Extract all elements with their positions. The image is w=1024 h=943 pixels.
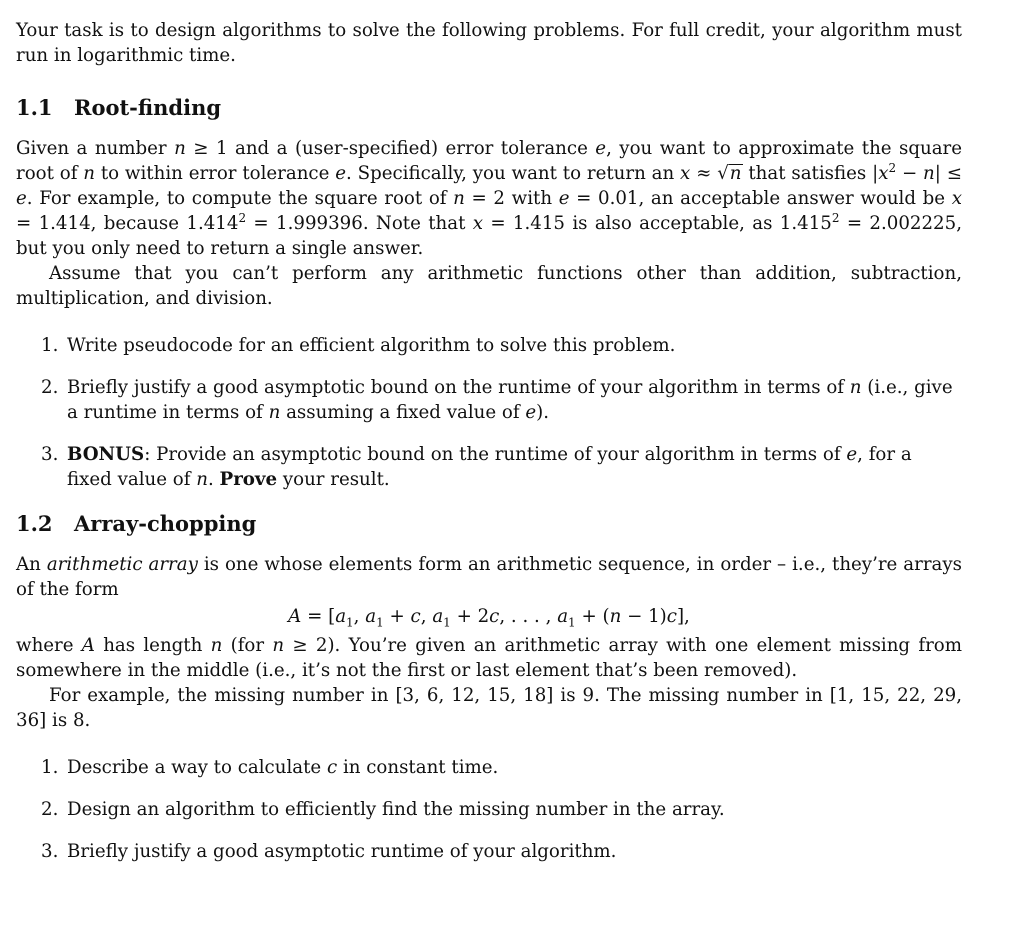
document-page	[16, 18, 962, 881]
root-finding-task-list	[16, 333, 962, 492]
array-chopping-task-list	[16, 755, 962, 864]
section-title: Root-finding	[74, 95, 222, 120]
section-heading-root-finding	[16, 94, 962, 122]
root-finding-paragraph: Given a number n ≥ 1 and a (user-specified) error tolerance e, you want to approximate the square root of n to within error tolerance e. Specifically, you want to return an x ≈ √n that satisfies $|x^2 - n| \le e$. For example, to compute the square root of n = 2 with e = 0.01, an acceptable answer would be x = 1.414, because $1.414^2 = 1.999396$. Note that x = 1.415 is also acceptable, as $1.415^2 = 2.002225$, but you only need to return a single answer.	[16, 138, 963, 259]
array-form-equation: $A = [a_1$, $a_1 + c$, $a_1 + 2c$, . . . , $a_1 + (n - 1)c$],	[288, 606, 690, 630]
list-item: 1. Write pseudocode for an efficient algorithm to solve this problem.	[41, 335, 676, 356]
section-number: 1.2	[16, 511, 53, 536]
array-length-paragraph: where A has length n (for n ≥ 2). You’re given an arithmetic array with one element missing from somewhere in the middle (i.e., it’s not the first or last element that’s been removed).	[16, 635, 962, 681]
list-item: 1. Describe a way to calculate c in constant time.	[41, 757, 499, 778]
list-item: 3. Briefly justify a good asymptotic runtime of your algorithm.	[41, 841, 617, 862]
arithmetic-array-paragraph: An arithmetic array is one whose elements form an arithmetic sequence, in order – i.e., they’re arrays of the form	[16, 554, 962, 600]
section-heading-array-chopping	[16, 510, 962, 538]
list-item: 2. Briefly justify a good asymptotic bound on the runtime of your algorithm in terms of n (i.e., give a runtime in terms of n assuming a fixed value of e).	[41, 377, 953, 423]
intro-paragraph: Your task is to design algorithms to solve the following problems. For full credit, your algorithm must run in logarithmic time.	[16, 20, 962, 66]
section-title: Array-chopping	[74, 511, 257, 536]
missing-number-example-paragraph: For example, the missing number in [3, 6, 12, 15, 18] is 9. The missing number in [1, 15, 22, 29, 36] is 8.	[16, 685, 963, 731]
list-item: 2. Design an algorithm to efficiently find the missing number in the array.	[41, 799, 725, 820]
section-number: 1.1	[16, 95, 53, 120]
arithmetic-assumption-paragraph: Assume that you can’t perform any arithmetic functions other than addition, subtraction, multiplication, and division.	[16, 263, 962, 309]
list-item: 3. BONUS: Provide an asymptotic bound on the runtime of your algorithm in terms of e, for a fixed value of n. Prove your result.	[41, 444, 912, 490]
